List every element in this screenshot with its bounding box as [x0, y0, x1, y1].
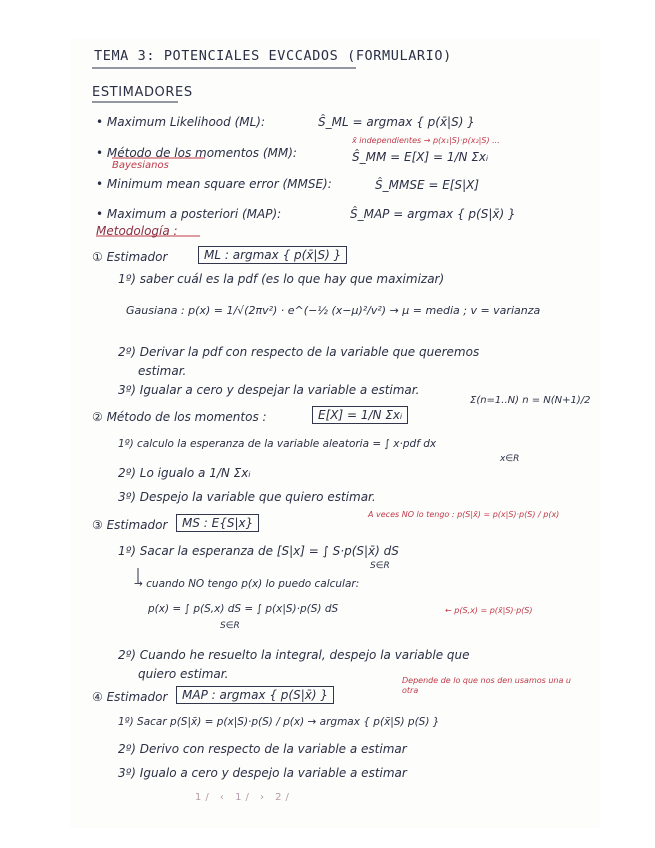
section4-step3: 3º) Igualo a cero y despejo la variable a estimar	[118, 766, 407, 780]
section1-step2a: 2º) Derivar la pdf con respecto de la variable que queremos	[118, 345, 480, 359]
section1-step1: 1º) saber cuál es la pdf (es lo que hay que maximizar)	[118, 272, 445, 286]
sum-formula: Σ(n=1..N) n = N(N+1)/2	[470, 395, 591, 406]
section3-formula-box: MS : E{S|x}	[176, 514, 259, 532]
section2-formula-box: E[X] = 1/N Σxᵢ	[312, 406, 408, 424]
section2-step2: 2º) Lo igualo a 1/N Σxᵢ	[118, 466, 251, 480]
gaussian-formula: Gausiana : p(x) = 1/√(2πv²) · e^(−½ (x−μ)²/v²) → μ = media ; v = varianza	[126, 304, 541, 317]
section1-label: ① Estimador	[92, 250, 168, 264]
bullet-ml-formula: Ŝ_ML = argmax { p(x̄|S) }	[318, 115, 475, 129]
section3-step2b: quiero estimar.	[138, 667, 229, 681]
section2-label: ② Método de los momentos :	[92, 410, 267, 424]
bullet-mm-formula: Ŝ_MM = E[X] = 1/N Σxᵢ	[352, 150, 489, 164]
section3-note-when: → cuando NO tengo p(x) lo puedo calcular:	[134, 578, 360, 590]
bayesianos-note: Bayesianos	[112, 160, 169, 171]
footer-watermark: 1/ ‹ 1/ › 2/	[195, 792, 293, 803]
bullet-ml-name: • Maximum Likelihood (ML):	[96, 115, 266, 129]
section3-red-note2: ← p(S,x) = p(x̄|S)·p(S)	[445, 606, 533, 615]
section1-step3: 3º) Igualar a cero y despejar la variable a estimar.	[118, 383, 420, 397]
section2-step1-sub: x∈R	[500, 454, 520, 464]
bullet-map-formula: Ŝ_MAP = argmax { p(S|x̄) }	[350, 207, 516, 221]
section2-step3: 3º) Despejo la variable que quiero estimar.	[118, 490, 376, 504]
section3-step1: 1º) Sacar la esperanza de [S|x] = ∫ S·p(S|x̄) dS	[118, 544, 399, 558]
section1-formula-box: ML : argmax { p(x̄|S) }	[198, 246, 347, 264]
page-title: TEMA 3: POTENCIALES EVCCADOS (FORMULARIO)	[94, 48, 452, 64]
section3-red-note: A veces NO lo tengo : p(S|x̄) = p(x|S)·p(S) / p(x)	[368, 510, 560, 519]
red-note-independientes: x̄ independientes → p(x₁|S)·p(x₂|S) ...	[352, 136, 500, 145]
section2-step1: 1º) calculo la esperanza de la variable aleatoria = ∫ x·pdf dx	[118, 438, 437, 450]
bullet-mmse-formula: Ŝ_MMSE = E[S|X]	[375, 178, 480, 192]
section4-step2: 2º) Derivo con respecto de la variable a estimar	[118, 742, 407, 756]
section4-step1: 1º) Sacar p(S|x̄) = p(x|S)·p(S) / p(x) → argmax { p(x̄|S) p(S) }	[118, 716, 440, 728]
metodologia-heading: Metodología :	[96, 224, 178, 238]
px-sub: S∈R	[220, 621, 240, 631]
section4-formula-box: MAP : argmax { p(S|x̄) }	[176, 686, 334, 704]
estimadores-heading: ESTIMADORES	[92, 85, 193, 100]
section3-step2a: 2º) Cuando he resuelto la integral, despejo la variable que	[118, 648, 470, 662]
section4-label: ④ Estimador	[92, 690, 168, 704]
bullet-map-name: • Maximum a posteriori (MAP):	[96, 207, 282, 221]
px-formula: p(x) = ∫ p(S,x) dS = ∫ p(x|S)·p(S) dS	[148, 603, 339, 615]
bullet-mm-name: • Método de los momentos (MM):	[96, 146, 297, 160]
bullet-mmse-name: • Minimum mean square error (MMSE):	[96, 177, 332, 191]
section1-step2b: estimar.	[138, 364, 187, 378]
section4-red-note: Depende de lo que nos den usamos una u otra	[402, 676, 571, 695]
section3-label: ③ Estimador	[92, 518, 168, 532]
section3-step1-sub: S∈R	[370, 561, 390, 571]
